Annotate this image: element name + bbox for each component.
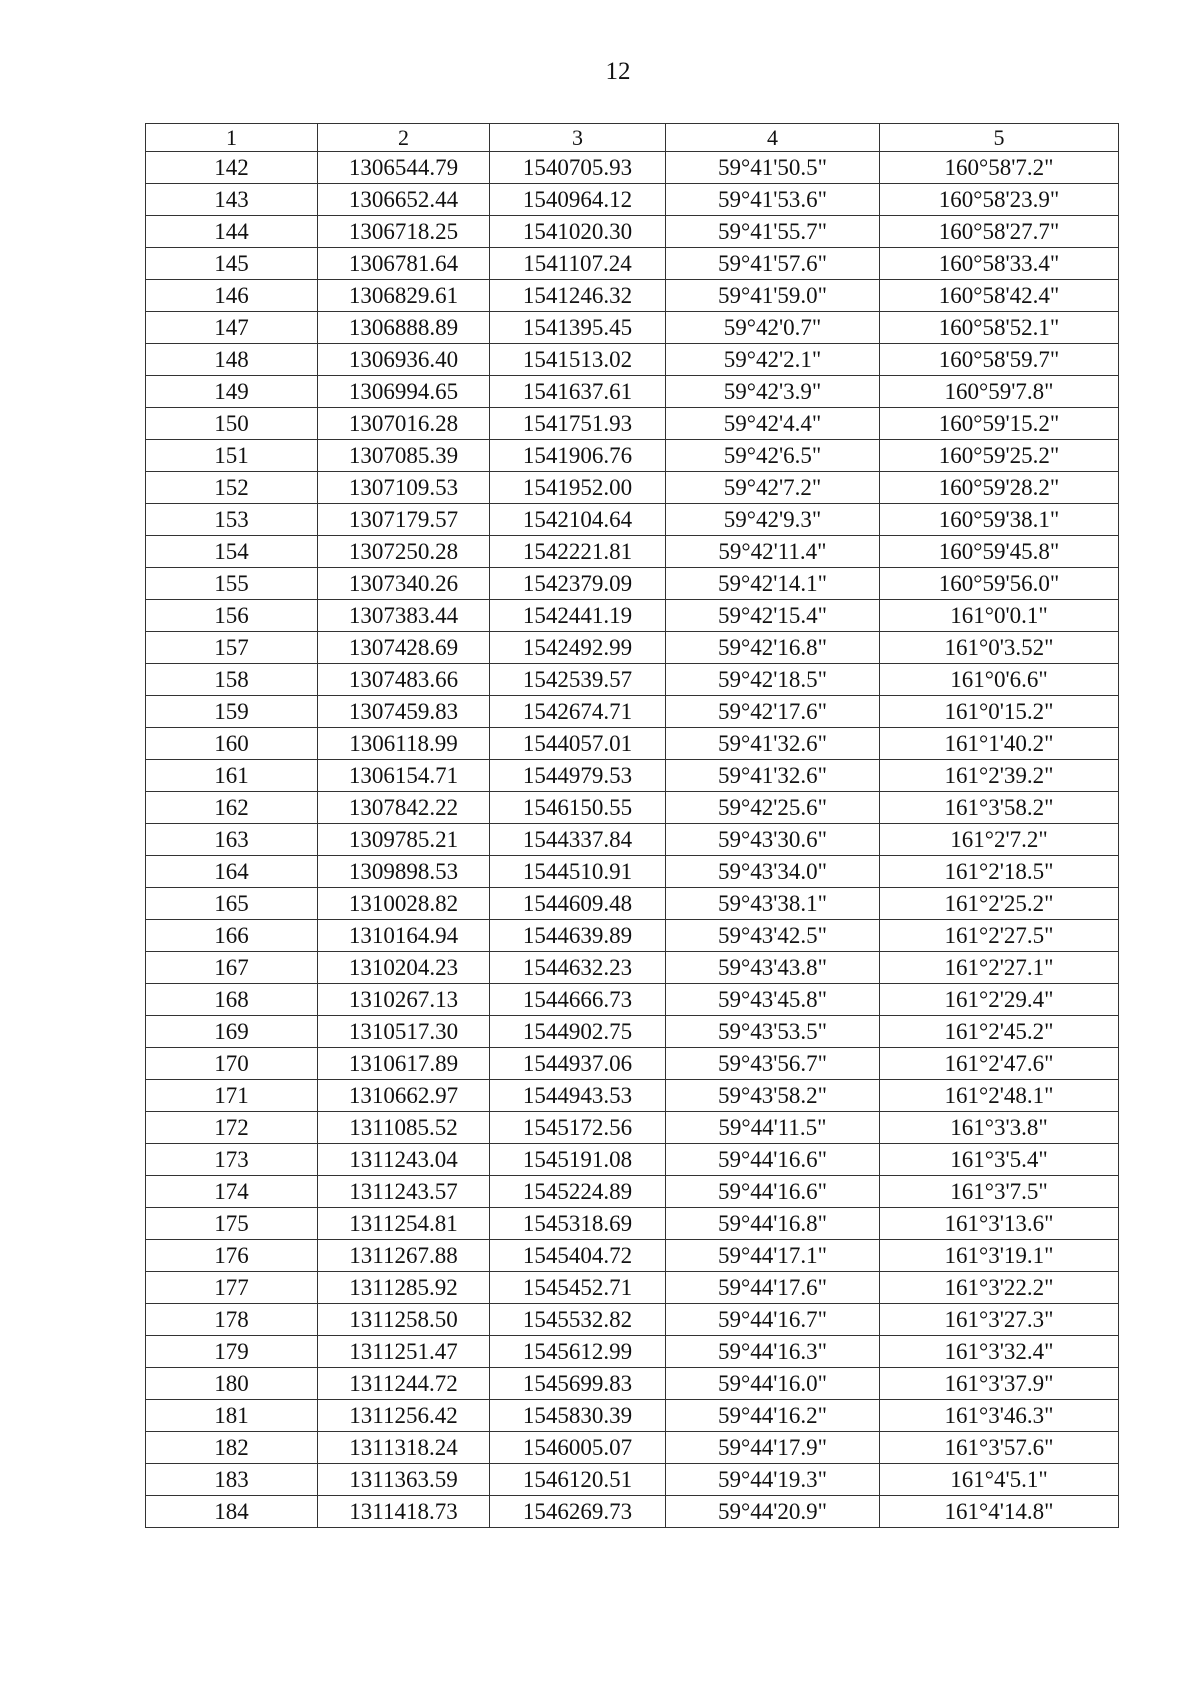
y-coordinate-cell: 1541637.61 — [490, 376, 666, 408]
y-coordinate-cell: 1545318.69 — [490, 1208, 666, 1240]
point-number-cell: 167 — [146, 952, 318, 984]
point-number-cell: 152 — [146, 472, 318, 504]
latitude-cell: 59°42'2.1" — [666, 344, 880, 376]
y-coordinate-cell: 1546150.55 — [490, 792, 666, 824]
longitude-cell: 161°2'29.4" — [880, 984, 1119, 1016]
longitude-cell: 161°2'27.5" — [880, 920, 1119, 952]
latitude-cell: 59°42'14.1" — [666, 568, 880, 600]
latitude-cell: 59°44'20.9" — [666, 1496, 880, 1528]
table-row — [146, 504, 1119, 536]
latitude-cell: 59°44'17.1" — [666, 1240, 880, 1272]
latitude-cell: 59°41'32.6" — [666, 728, 880, 760]
table-header-row — [146, 124, 1119, 152]
longitude-cell: 160°59'45.8" — [880, 536, 1119, 568]
y-coordinate-cell: 1544937.06 — [490, 1048, 666, 1080]
x-coordinate-cell: 1306829.61 — [318, 280, 490, 312]
table-row — [146, 728, 1119, 760]
latitude-cell: 59°43'53.5" — [666, 1016, 880, 1048]
latitude-cell: 59°44'11.5" — [666, 1112, 880, 1144]
point-number-cell: 158 — [146, 664, 318, 696]
y-coordinate-cell: 1542539.57 — [490, 664, 666, 696]
latitude-cell: 59°44'16.8" — [666, 1208, 880, 1240]
x-coordinate-cell: 1306718.25 — [318, 216, 490, 248]
longitude-cell: 160°58'27.7" — [880, 216, 1119, 248]
longitude-cell: 160°58'59.7" — [880, 344, 1119, 376]
y-coordinate-cell: 1546120.51 — [490, 1464, 666, 1496]
x-coordinate-cell: 1306781.64 — [318, 248, 490, 280]
x-coordinate-cell: 1307842.22 — [318, 792, 490, 824]
latitude-cell: 59°43'43.8" — [666, 952, 880, 984]
latitude-cell: 59°44'16.3" — [666, 1336, 880, 1368]
x-coordinate-cell: 1311418.73 — [318, 1496, 490, 1528]
x-coordinate-cell: 1307250.28 — [318, 536, 490, 568]
x-coordinate-cell: 1311363.59 — [318, 1464, 490, 1496]
latitude-cell: 59°41'59.0" — [666, 280, 880, 312]
x-coordinate-cell: 1310662.97 — [318, 1080, 490, 1112]
point-number-cell: 172 — [146, 1112, 318, 1144]
latitude-cell: 59°44'16.7" — [666, 1304, 880, 1336]
longitude-cell: 160°59'25.2" — [880, 440, 1119, 472]
latitude-cell: 59°44'16.6" — [666, 1144, 880, 1176]
point-number-cell: 146 — [146, 280, 318, 312]
y-coordinate-cell: 1546005.07 — [490, 1432, 666, 1464]
latitude-cell: 59°43'30.6" — [666, 824, 880, 856]
table-row — [146, 184, 1119, 216]
x-coordinate-cell: 1311285.92 — [318, 1272, 490, 1304]
latitude-cell: 59°43'56.7" — [666, 1048, 880, 1080]
latitude-cell: 59°42'9.3" — [666, 504, 880, 536]
table-row — [146, 248, 1119, 280]
table-row — [146, 568, 1119, 600]
latitude-cell: 59°42'17.6" — [666, 696, 880, 728]
point-number-cell: 175 — [146, 1208, 318, 1240]
table-row — [146, 440, 1119, 472]
y-coordinate-cell: 1541246.32 — [490, 280, 666, 312]
y-coordinate-cell: 1541395.45 — [490, 312, 666, 344]
y-coordinate-cell: 1540705.93 — [490, 152, 666, 184]
longitude-cell: 161°3'32.4" — [880, 1336, 1119, 1368]
longitude-cell: 161°0'0.1" — [880, 600, 1119, 632]
table-row — [146, 1272, 1119, 1304]
point-number-cell: 164 — [146, 856, 318, 888]
longitude-cell: 160°59'7.8" — [880, 376, 1119, 408]
x-coordinate-cell: 1306888.89 — [318, 312, 490, 344]
point-number-cell: 179 — [146, 1336, 318, 1368]
latitude-cell: 59°43'34.0" — [666, 856, 880, 888]
latitude-cell: 59°44'16.6" — [666, 1176, 880, 1208]
x-coordinate-cell: 1311267.88 — [318, 1240, 490, 1272]
point-number-cell: 160 — [146, 728, 318, 760]
latitude-cell: 59°43'38.1" — [666, 888, 880, 920]
x-coordinate-cell: 1311318.24 — [318, 1432, 490, 1464]
table-row — [146, 472, 1119, 504]
x-coordinate-cell: 1310617.89 — [318, 1048, 490, 1080]
latitude-cell: 59°43'42.5" — [666, 920, 880, 952]
column-header: 1 — [146, 124, 318, 152]
column-header: 4 — [666, 124, 880, 152]
point-number-cell: 177 — [146, 1272, 318, 1304]
table-row — [146, 1368, 1119, 1400]
table-row — [146, 376, 1119, 408]
longitude-cell: 161°2'27.1" — [880, 952, 1119, 984]
y-coordinate-cell: 1545191.08 — [490, 1144, 666, 1176]
table-row — [146, 600, 1119, 632]
y-coordinate-cell: 1545532.82 — [490, 1304, 666, 1336]
x-coordinate-cell: 1306994.65 — [318, 376, 490, 408]
latitude-cell: 59°44'17.9" — [666, 1432, 880, 1464]
longitude-cell: 160°59'28.2" — [880, 472, 1119, 504]
longitude-cell: 161°2'39.2" — [880, 760, 1119, 792]
table-row — [146, 312, 1119, 344]
table-row — [146, 152, 1119, 184]
latitude-cell: 59°43'45.8" — [666, 984, 880, 1016]
x-coordinate-cell: 1306936.40 — [318, 344, 490, 376]
longitude-cell: 161°4'5.1" — [880, 1464, 1119, 1496]
x-coordinate-cell: 1306544.79 — [318, 152, 490, 184]
longitude-cell: 160°58'42.4" — [880, 280, 1119, 312]
point-number-cell: 180 — [146, 1368, 318, 1400]
column-header: 2 — [318, 124, 490, 152]
y-coordinate-cell: 1542441.19 — [490, 600, 666, 632]
x-coordinate-cell: 1307383.44 — [318, 600, 490, 632]
point-number-cell: 151 — [146, 440, 318, 472]
point-number-cell: 182 — [146, 1432, 318, 1464]
longitude-cell: 161°0'3.52" — [880, 632, 1119, 664]
x-coordinate-cell: 1311258.50 — [318, 1304, 490, 1336]
y-coordinate-cell: 1542104.64 — [490, 504, 666, 536]
table-row — [146, 1176, 1119, 1208]
table-row — [146, 1464, 1119, 1496]
point-number-cell: 153 — [146, 504, 318, 536]
latitude-cell: 59°42'15.4" — [666, 600, 880, 632]
table-row — [146, 760, 1119, 792]
point-number-cell: 149 — [146, 376, 318, 408]
longitude-cell: 161°0'15.2" — [880, 696, 1119, 728]
y-coordinate-cell: 1541906.76 — [490, 440, 666, 472]
table-row — [146, 1240, 1119, 1272]
table-row — [146, 1400, 1119, 1432]
x-coordinate-cell: 1310164.94 — [318, 920, 490, 952]
latitude-cell: 59°44'16.0" — [666, 1368, 880, 1400]
longitude-cell: 160°59'38.1" — [880, 504, 1119, 536]
point-number-cell: 159 — [146, 696, 318, 728]
point-number-cell: 157 — [146, 632, 318, 664]
point-number-cell: 168 — [146, 984, 318, 1016]
point-number-cell: 150 — [146, 408, 318, 440]
latitude-cell: 59°42'18.5" — [666, 664, 880, 696]
y-coordinate-cell: 1545452.71 — [490, 1272, 666, 1304]
y-coordinate-cell: 1545830.39 — [490, 1400, 666, 1432]
x-coordinate-cell: 1307340.26 — [318, 568, 490, 600]
latitude-cell: 59°42'0.7" — [666, 312, 880, 344]
point-number-cell: 173 — [146, 1144, 318, 1176]
latitude-cell: 59°44'16.2" — [666, 1400, 880, 1432]
table-row — [146, 952, 1119, 984]
point-number-cell: 170 — [146, 1048, 318, 1080]
x-coordinate-cell: 1307483.66 — [318, 664, 490, 696]
y-coordinate-cell: 1544510.91 — [490, 856, 666, 888]
y-coordinate-cell: 1544902.75 — [490, 1016, 666, 1048]
latitude-cell: 59°41'32.6" — [666, 760, 880, 792]
latitude-cell: 59°44'17.6" — [666, 1272, 880, 1304]
longitude-cell: 160°58'33.4" — [880, 248, 1119, 280]
y-coordinate-cell: 1540964.12 — [490, 184, 666, 216]
y-coordinate-cell: 1542492.99 — [490, 632, 666, 664]
point-number-cell: 166 — [146, 920, 318, 952]
longitude-cell: 161°3'57.6" — [880, 1432, 1119, 1464]
x-coordinate-cell: 1306154.71 — [318, 760, 490, 792]
latitude-cell: 59°42'11.4" — [666, 536, 880, 568]
y-coordinate-cell: 1546269.73 — [490, 1496, 666, 1528]
longitude-cell: 161°2'18.5" — [880, 856, 1119, 888]
longitude-cell: 160°58'52.1" — [880, 312, 1119, 344]
latitude-cell: 59°41'53.6" — [666, 184, 880, 216]
x-coordinate-cell: 1310517.30 — [318, 1016, 490, 1048]
y-coordinate-cell: 1545404.72 — [490, 1240, 666, 1272]
point-number-cell: 155 — [146, 568, 318, 600]
longitude-cell: 160°58'23.9" — [880, 184, 1119, 216]
y-coordinate-cell: 1542379.09 — [490, 568, 666, 600]
table-row — [146, 280, 1119, 312]
point-number-cell: 165 — [146, 888, 318, 920]
y-coordinate-cell: 1541020.30 — [490, 216, 666, 248]
table-row — [146, 888, 1119, 920]
latitude-cell: 59°42'7.2" — [666, 472, 880, 504]
longitude-cell: 161°2'48.1" — [880, 1080, 1119, 1112]
x-coordinate-cell: 1309785.21 — [318, 824, 490, 856]
table-row — [146, 344, 1119, 376]
y-coordinate-cell: 1545699.83 — [490, 1368, 666, 1400]
table-row — [146, 1144, 1119, 1176]
table-row — [146, 792, 1119, 824]
longitude-cell: 161°3'3.8" — [880, 1112, 1119, 1144]
longitude-cell: 161°3'37.9" — [880, 1368, 1119, 1400]
point-number-cell: 142 — [146, 152, 318, 184]
point-number-cell: 156 — [146, 600, 318, 632]
y-coordinate-cell: 1544639.89 — [490, 920, 666, 952]
point-number-cell: 144 — [146, 216, 318, 248]
longitude-cell: 161°2'7.2" — [880, 824, 1119, 856]
table-body — [146, 124, 1119, 1528]
x-coordinate-cell: 1307016.28 — [318, 408, 490, 440]
y-coordinate-cell: 1544979.53 — [490, 760, 666, 792]
y-coordinate-cell: 1544609.48 — [490, 888, 666, 920]
table-row — [146, 824, 1119, 856]
longitude-cell: 161°2'47.6" — [880, 1048, 1119, 1080]
y-coordinate-cell: 1541952.00 — [490, 472, 666, 504]
latitude-cell: 59°42'25.6" — [666, 792, 880, 824]
longitude-cell: 161°3'5.4" — [880, 1144, 1119, 1176]
x-coordinate-cell: 1311254.81 — [318, 1208, 490, 1240]
longitude-cell: 161°4'14.8" — [880, 1496, 1119, 1528]
table-row — [146, 1304, 1119, 1336]
latitude-cell: 59°41'57.6" — [666, 248, 880, 280]
x-coordinate-cell: 1306652.44 — [318, 184, 490, 216]
page-number: 12 — [605, 58, 631, 85]
table-row — [146, 1208, 1119, 1240]
table-row — [146, 1112, 1119, 1144]
y-coordinate-cell: 1545172.56 — [490, 1112, 666, 1144]
point-number-cell: 176 — [146, 1240, 318, 1272]
x-coordinate-cell: 1307109.53 — [318, 472, 490, 504]
x-coordinate-cell: 1306118.99 — [318, 728, 490, 760]
y-coordinate-cell: 1544632.23 — [490, 952, 666, 984]
coordinates-table — [145, 123, 1119, 1528]
longitude-cell: 161°3'22.2" — [880, 1272, 1119, 1304]
latitude-cell: 59°44'19.3" — [666, 1464, 880, 1496]
table-row — [146, 920, 1119, 952]
table-row — [146, 1048, 1119, 1080]
latitude-cell: 59°41'55.7" — [666, 216, 880, 248]
longitude-cell: 161°3'13.6" — [880, 1208, 1119, 1240]
point-number-cell: 171 — [146, 1080, 318, 1112]
x-coordinate-cell: 1311243.04 — [318, 1144, 490, 1176]
longitude-cell: 161°3'7.5" — [880, 1176, 1119, 1208]
latitude-cell: 59°42'3.9" — [666, 376, 880, 408]
latitude-cell: 59°42'4.4" — [666, 408, 880, 440]
table-row — [146, 1080, 1119, 1112]
y-coordinate-cell: 1544337.84 — [490, 824, 666, 856]
point-number-cell: 162 — [146, 792, 318, 824]
x-coordinate-cell: 1309898.53 — [318, 856, 490, 888]
table-row — [146, 696, 1119, 728]
point-number-cell: 148 — [146, 344, 318, 376]
x-coordinate-cell: 1307179.57 — [318, 504, 490, 536]
table-row — [146, 632, 1119, 664]
longitude-cell: 161°0'6.6" — [880, 664, 1119, 696]
x-coordinate-cell: 1310204.23 — [318, 952, 490, 984]
y-coordinate-cell: 1542674.71 — [490, 696, 666, 728]
latitude-cell: 59°42'16.8" — [666, 632, 880, 664]
point-number-cell: 183 — [146, 1464, 318, 1496]
table-row — [146, 1016, 1119, 1048]
y-coordinate-cell: 1544943.53 — [490, 1080, 666, 1112]
longitude-cell: 160°58'7.2" — [880, 152, 1119, 184]
x-coordinate-cell: 1310267.13 — [318, 984, 490, 1016]
longitude-cell: 161°2'45.2" — [880, 1016, 1119, 1048]
x-coordinate-cell: 1311243.57 — [318, 1176, 490, 1208]
longitude-cell: 161°3'27.3" — [880, 1304, 1119, 1336]
point-number-cell: 154 — [146, 536, 318, 568]
point-number-cell: 174 — [146, 1176, 318, 1208]
table-row — [146, 216, 1119, 248]
longitude-cell: 160°59'15.2" — [880, 408, 1119, 440]
x-coordinate-cell: 1311251.47 — [318, 1336, 490, 1368]
y-coordinate-cell: 1544666.73 — [490, 984, 666, 1016]
table-row — [146, 664, 1119, 696]
longitude-cell: 161°3'19.1" — [880, 1240, 1119, 1272]
table-row — [146, 1432, 1119, 1464]
longitude-cell: 161°1'40.2" — [880, 728, 1119, 760]
point-number-cell: 181 — [146, 1400, 318, 1432]
longitude-cell: 161°3'46.3" — [880, 1400, 1119, 1432]
y-coordinate-cell: 1541751.93 — [490, 408, 666, 440]
x-coordinate-cell: 1311244.72 — [318, 1368, 490, 1400]
point-number-cell: 147 — [146, 312, 318, 344]
x-coordinate-cell: 1310028.82 — [318, 888, 490, 920]
point-number-cell: 169 — [146, 1016, 318, 1048]
x-coordinate-cell: 1307428.69 — [318, 632, 490, 664]
longitude-cell: 160°59'56.0" — [880, 568, 1119, 600]
y-coordinate-cell: 1544057.01 — [490, 728, 666, 760]
point-number-cell: 184 — [146, 1496, 318, 1528]
table-row — [146, 1336, 1119, 1368]
y-coordinate-cell: 1541513.02 — [490, 344, 666, 376]
point-number-cell: 145 — [146, 248, 318, 280]
longitude-cell: 161°2'25.2" — [880, 888, 1119, 920]
latitude-cell: 59°43'58.2" — [666, 1080, 880, 1112]
x-coordinate-cell: 1307459.83 — [318, 696, 490, 728]
table-row — [146, 1496, 1119, 1528]
table-row — [146, 856, 1119, 888]
column-header: 3 — [490, 124, 666, 152]
table-row — [146, 408, 1119, 440]
table-row — [146, 984, 1119, 1016]
y-coordinate-cell: 1545224.89 — [490, 1176, 666, 1208]
x-coordinate-cell: 1311085.52 — [318, 1112, 490, 1144]
table-row — [146, 536, 1119, 568]
latitude-cell: 59°42'6.5" — [666, 440, 880, 472]
y-coordinate-cell: 1545612.99 — [490, 1336, 666, 1368]
point-number-cell: 143 — [146, 184, 318, 216]
longitude-cell: 161°3'58.2" — [880, 792, 1119, 824]
x-coordinate-cell: 1311256.42 — [318, 1400, 490, 1432]
column-header: 5 — [880, 124, 1119, 152]
point-number-cell: 178 — [146, 1304, 318, 1336]
y-coordinate-cell: 1541107.24 — [490, 248, 666, 280]
point-number-cell: 161 — [146, 760, 318, 792]
y-coordinate-cell: 1542221.81 — [490, 536, 666, 568]
latitude-cell: 59°41'50.5" — [666, 152, 880, 184]
x-coordinate-cell: 1307085.39 — [318, 440, 490, 472]
point-number-cell: 163 — [146, 824, 318, 856]
